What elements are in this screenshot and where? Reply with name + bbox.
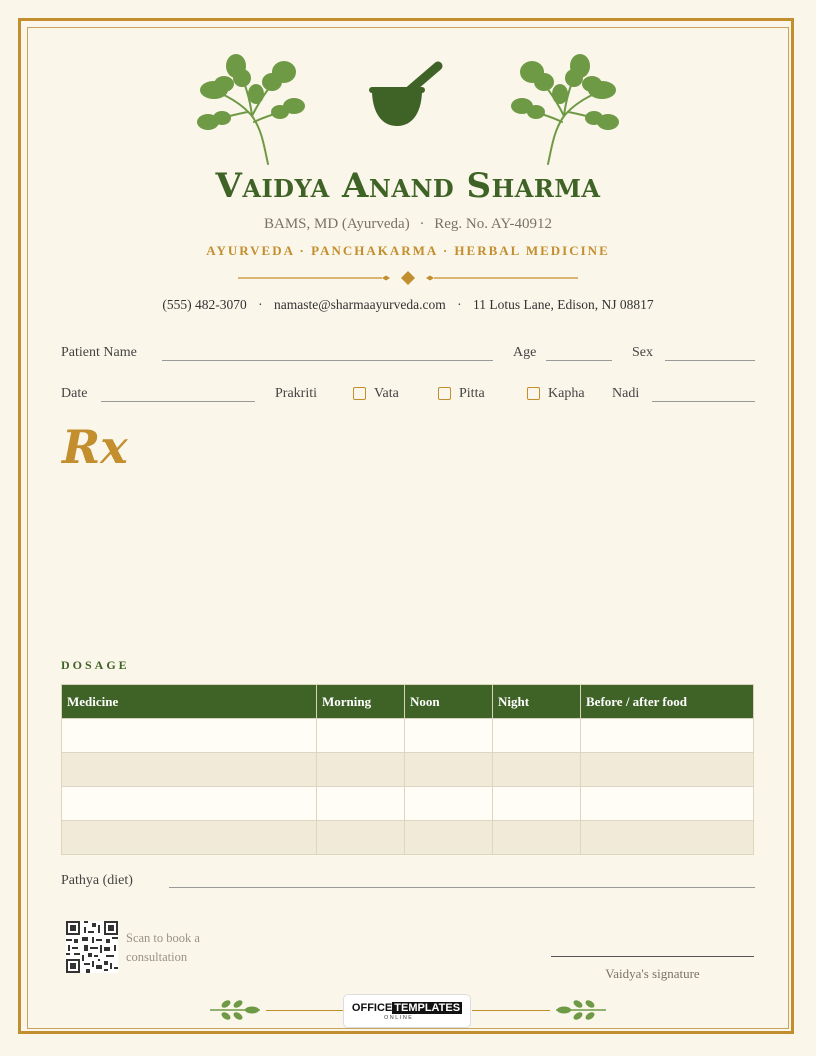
dosage-table [61,684,754,855]
table-row [62,821,754,855]
signature-line[interactable] [551,956,754,957]
column-header-noon: Noon [405,685,493,719]
qr-caption: Scan to book a consultation [126,931,200,964]
age-field[interactable] [546,360,612,361]
credentials: BAMS, MD (Ayurveda) [264,216,410,232]
table-cell[interactable] [62,719,317,753]
table-row [62,719,754,753]
mortar-pestle-icon [366,60,448,130]
separator: · [457,297,462,312]
sex-field[interactable] [665,360,755,361]
herb-branch-icon [196,50,306,166]
table-cell[interactable] [62,753,317,787]
patient-name-field[interactable] [162,360,493,361]
table-cell[interactable] [493,787,581,821]
signature-label: Vaidya's signature [605,966,700,981]
table-cell[interactable] [317,753,405,787]
nadi-label: Nadi [612,386,640,401]
date-label: Date [61,386,88,401]
credentials-line [0,216,816,233]
pathya-field[interactable] [169,887,755,888]
footer-rule [472,1010,550,1011]
brand-badge [343,994,471,1028]
table-row [62,787,754,821]
email: namaste@sharmaayurveda.com [274,297,446,312]
herb-branch-icon [510,50,620,166]
pitta-checkbox[interactable] [438,387,451,400]
doctor-name: Vaidya Anand Sharma [215,166,601,206]
table-cell[interactable] [493,753,581,787]
column-header-medicine: Medicine [62,685,317,719]
table-cell[interactable] [317,719,405,753]
table-row [62,753,754,787]
leaf-sprig-icon [554,998,608,1022]
table-cell[interactable] [581,821,754,855]
prescription-area[interactable] [61,480,754,650]
column-header-night: Night [493,685,581,719]
leaf-sprig-icon [208,998,262,1022]
kapha-checkbox[interactable] [527,387,540,400]
table-cell[interactable] [317,821,405,855]
column-header-food: Before / after food [581,685,754,719]
vata-checkbox[interactable] [353,387,366,400]
registration-number: Reg. No. AY-40912 [434,216,552,232]
date-field[interactable] [101,401,255,402]
sex-label: Sex [632,345,653,360]
kapha-label: Kapha [548,386,585,401]
prakriti-label: Prakriti [275,386,317,401]
nadi-field[interactable] [652,401,755,402]
rx-symbol: Rx [62,420,128,474]
table-cell[interactable] [493,821,581,855]
specialties: AYURVEDA · PANCHAKARMA · HERBAL MEDICINE [206,243,610,258]
contact-line [0,297,816,313]
dosage-heading: DOSAGE [61,658,130,672]
footer-rule [266,1010,343,1011]
ornamental-divider [236,270,580,286]
table-cell[interactable] [405,753,493,787]
pathya-label: Pathya (diet) [61,873,133,888]
table-cell[interactable] [405,821,493,855]
badge-word-office: OFFICE [351,1002,393,1014]
table-cell[interactable] [405,787,493,821]
badge-word-online: ONLINE [384,1015,414,1021]
patient-name-label: Patient Name [61,345,137,360]
pitta-label: Pitta [459,386,485,401]
separator: · [419,216,425,232]
table-cell[interactable] [581,787,754,821]
age-label: Age [513,345,537,360]
table-cell[interactable] [62,821,317,855]
table-cell[interactable] [581,719,754,753]
table-cell[interactable] [581,753,754,787]
table-cell[interactable] [405,719,493,753]
vata-label: Vata [374,386,399,401]
qr-code-icon [66,921,118,973]
badge-word-templates: TEMPLATES [394,1002,461,1014]
separator: · [258,297,263,312]
phone: (555) 482-3070 [162,297,247,312]
table-cell[interactable] [62,787,317,821]
address: 11 Lotus Lane, Edison, NJ 08817 [473,297,654,312]
table-cell[interactable] [493,719,581,753]
table-cell[interactable] [317,787,405,821]
column-header-morning: Morning [317,685,405,719]
